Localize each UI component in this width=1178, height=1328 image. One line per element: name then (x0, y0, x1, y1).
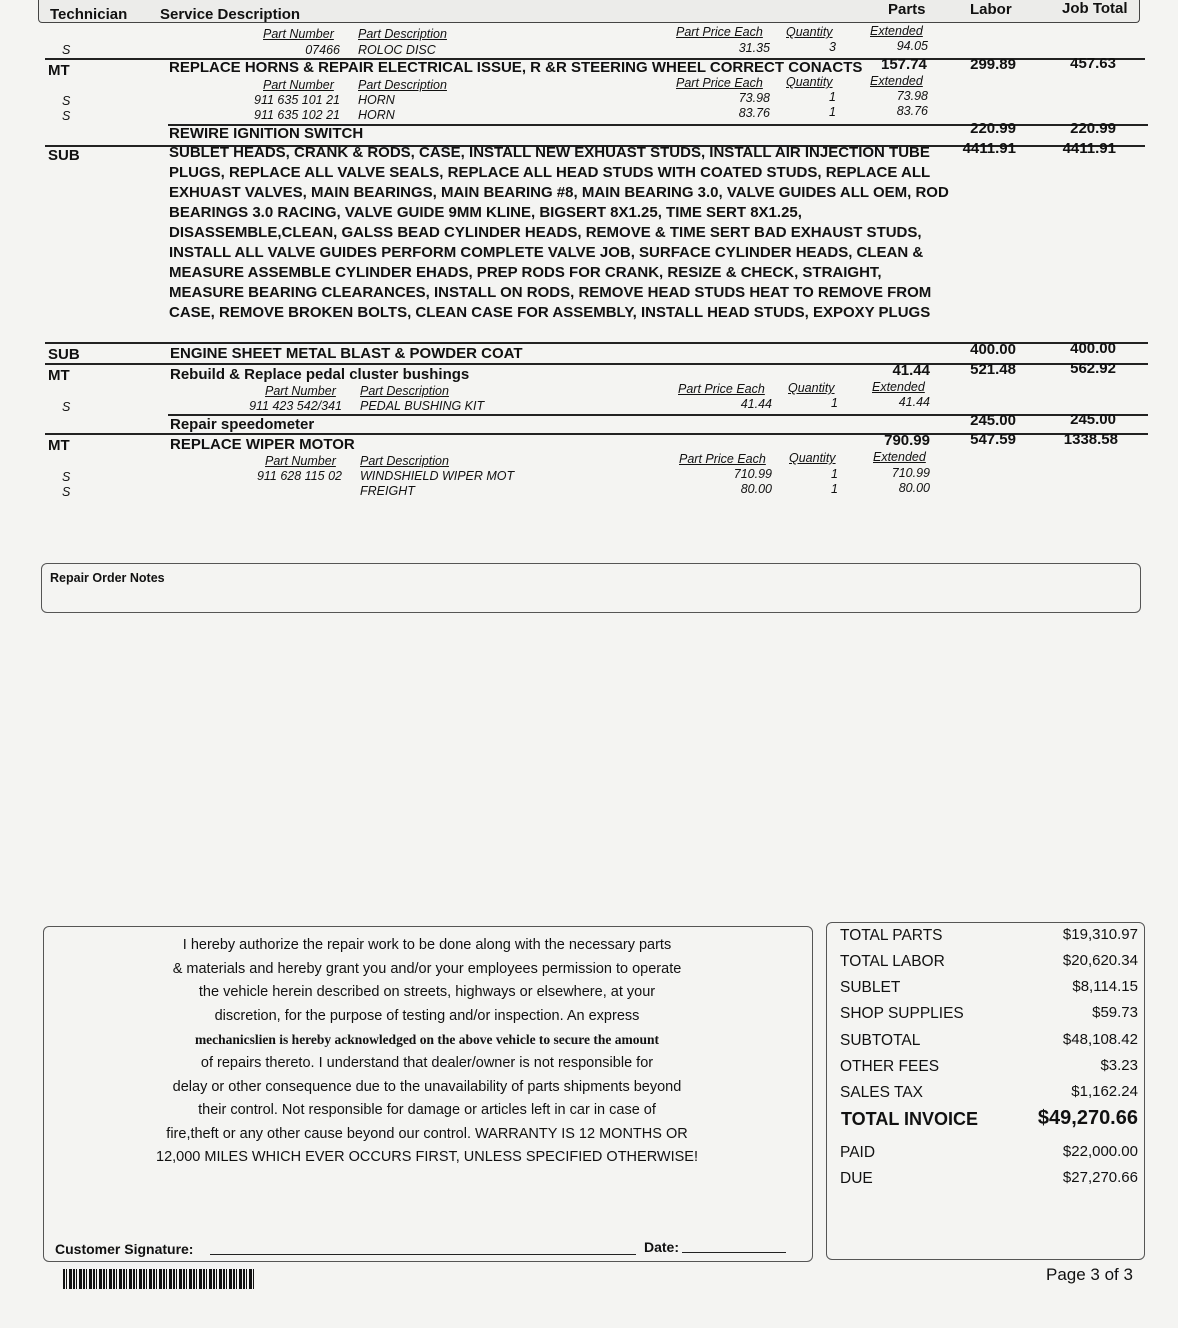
part-tech: S (62, 470, 71, 484)
job-parts: 790.99 (884, 432, 930, 449)
part-extended: 83.76 (896, 104, 928, 118)
date-label: Date: (644, 1239, 680, 1255)
totals-label: TOTAL INVOICE (841, 1109, 979, 1129)
job-labor: 4411.91 (962, 140, 1016, 157)
part-number: 911 635 102 21 (254, 108, 340, 122)
part-price: 73.98 (738, 91, 770, 105)
totals-value: $27,270.66 (1062, 1169, 1138, 1186)
part-number: 911 423 542/341 (249, 399, 342, 413)
header-technician: Technician (50, 6, 128, 23)
job-description: REPLACE HORNS & REPAIR ELECTRICAL ISSUE, R &R STEERING WHEEL CORRECT CONACTS (169, 59, 863, 76)
job-total: 457.63 (1070, 55, 1116, 72)
job-parts: 157.74 (881, 56, 927, 73)
repair-order-notes-label: Repair Order Notes (50, 571, 165, 585)
col-part-description: Part Description (358, 78, 447, 92)
part-tech: S (62, 400, 71, 414)
authorization-text: I hereby authorize the repair work to be done along with the necessary parts & materials and hereby grant you and/or your employees permission to operate the vehicle herein described on streets, highways or elsewhere, at your discretion, for the purpose of testing and/or inspection. An express mechanicslien is hereby acknowledged on the above vehicle to secure the amount of repairs thereto. I understand that dealer/owner is not responsible for delay or other consequence due to the unavailability of parts shipments beyond their control. Not responsible for damage or articles left in car in case of fire,theft or any other cause beyond our control. WARRANTY IS 12 MONTHS OR 12,000 MILES WHICH EVER OCCURS FIRST, UNLESS SPECIFIED OTHERWISE! (156, 937, 698, 1166)
job-description: Repair speedometer (170, 416, 315, 433)
part-number: 911 635 101 21 (254, 93, 340, 107)
col-quantity: Quantity (788, 381, 835, 395)
job-description: ENGINE SHEET METAL BLAST & POWDER COAT (170, 345, 523, 362)
totals-label: DUE (840, 1170, 873, 1187)
part-qty: 1 (831, 482, 838, 496)
totals-value: $22,000.00 (1062, 1143, 1138, 1160)
part-tech: S (62, 109, 71, 123)
col-part-description: Part Description (360, 384, 449, 398)
col-price-each: Part Price Each (676, 76, 763, 90)
totals-label: TOTAL LABOR (840, 953, 945, 970)
job-total: 562.92 (1070, 360, 1116, 377)
totals-label: OTHER FEES (840, 1058, 940, 1075)
totals-value: $3.23 (1100, 1057, 1138, 1074)
col-part-number: Part Number (263, 78, 334, 92)
job-tech: SUB (48, 147, 80, 164)
col-quantity: Quantity (786, 75, 833, 89)
repair-order-notes-box (41, 563, 1141, 613)
part-description: FREIGHT (360, 484, 415, 498)
job-labor: 400.00 (970, 341, 1016, 358)
part-qty: 3 (829, 40, 836, 54)
part-description: WINDSHIELD WIPER MOT (360, 469, 515, 483)
totals-label: TOTAL PARTS (840, 927, 943, 944)
part-extended: 94.05 (896, 39, 928, 53)
totals-value: $1,162.24 (1071, 1083, 1138, 1100)
part-tech: S (62, 94, 71, 108)
part-qty: 1 (831, 396, 838, 410)
totals-label: SALES TAX (840, 1084, 923, 1101)
part-price: 80.00 (740, 482, 772, 496)
part-qty: 1 (829, 90, 836, 104)
part-description: PEDAL BUSHING KIT (360, 399, 485, 413)
col-extended: Extended (870, 24, 923, 38)
part-tech: S (62, 43, 71, 57)
job-labor: 299.89 (970, 56, 1016, 73)
barcode (63, 1269, 254, 1289)
totals-label: PAID (840, 1144, 876, 1161)
part-price: 41.44 (740, 397, 772, 411)
header-labor: Labor (970, 1, 1012, 18)
customer-signature-line[interactable] (210, 1254, 636, 1255)
job-labor: 245.00 (970, 412, 1016, 429)
part-price: 31.35 (738, 41, 770, 55)
col-price-each: Part Price Each (678, 382, 765, 396)
job-description: SUBLET HEADS, CRANK & RODS, CASE, INSTALL NEW EXHUAST STUDS, INSTALL AIR INJECTION TUBE PLUGS, REPLACE ALL VALVE SEALS, REPLACE ALL HEAD STUDS WITH COATED STUDS, REPLACE ALL EXHUAST VALVES, MAIN BEARINGS, MAIN BEARING #8, MAIN BEARING 3.0, VALVE GUIDES ALL OEM, ROD BEARINGS 3.0 RACING, VALVE GUIDE 9MM KLINE, BIGSERT 8X1.25, TIME SERT 8X1.25, DISASSEMBLE,CLEAN, GALSS BEAD CYLINDER HEADS, REMOVE & TIME SERT BAD EXHAUST STUDS, INSTALL ALL VALVE GUIDES PERFORM COMPLETE VALVE JOB, SURFACE CYLINDER HEADS, CLEAN & MEASURE ASSEMBLE CYLINDER EHADS, PREP RODS FOR CRANK, RESIZE & CHECK, STRAIGHT, MEASURE BEARING CLEARANCES, INSTALL ON RODS, REMOVE HEAD STUDS HEAT TO REMOVE FROM CASE, REMOVE BROKEN BOLTS, CLEAN CASE FOR ASSEMBLY, INSTALL HEAD STUDS, EXPOXY PLUGS (169, 144, 949, 321)
job-description: REWIRE IGNITION SWITCH (169, 125, 364, 142)
job-labor: 521.48 (970, 361, 1016, 378)
header-job-total: Job Total (1062, 0, 1128, 17)
totals-value: $20,620.34 (1062, 952, 1138, 969)
col-quantity: Quantity (786, 25, 833, 39)
col-extended: Extended (873, 450, 926, 464)
job-total: 1338.58 (1063, 431, 1118, 448)
part-extended: 41.44 (898, 395, 930, 409)
header-service-description: Service Description (160, 6, 301, 23)
totals-value: $8,114.15 (1072, 978, 1138, 995)
job-labor: 547.59 (970, 431, 1016, 448)
totals-value: $48,108.42 (1062, 1031, 1138, 1048)
col-part-description: Part Description (360, 454, 449, 468)
totals-label: SHOP SUPPLIES (840, 1005, 964, 1022)
job-tech: MT (48, 62, 70, 79)
col-part-number: Part Number (263, 27, 334, 41)
job-labor: 220.99 (970, 120, 1016, 137)
job-total: 4411.91 (1062, 140, 1116, 157)
part-description: HORN (358, 108, 395, 122)
part-description: ROLOC DISC (358, 43, 436, 57)
job-description: Rebuild & Replace pedal cluster bushings (170, 366, 470, 383)
job-tech: SUB (48, 346, 80, 363)
col-part-number: Part Number (265, 384, 336, 398)
job-total: 400.00 (1070, 340, 1116, 357)
part-extended: 80.00 (898, 481, 930, 495)
col-price-each: Part Price Each (679, 452, 766, 466)
job-tech: MT (48, 367, 70, 384)
job-total: 245.00 (1070, 411, 1116, 428)
date-line[interactable] (682, 1252, 786, 1253)
col-part-number: Part Number (265, 454, 336, 468)
part-qty: 1 (831, 467, 838, 481)
part-price: 710.99 (733, 467, 772, 481)
part-qty: 1 (829, 105, 836, 119)
part-price: 83.76 (738, 106, 770, 120)
page-number: Page 3 of 3 (1046, 1265, 1133, 1284)
col-part-description: Part Description (358, 27, 447, 41)
totals-label: SUBLET (840, 979, 901, 996)
customer-signature-label: Customer Signature: (55, 1241, 194, 1257)
job-tech: MT (48, 437, 70, 454)
col-extended: Extended (870, 74, 923, 88)
header-parts: Parts (888, 1, 926, 18)
part-number: 07466 (305, 43, 340, 57)
col-price-each: Part Price Each (676, 25, 763, 39)
col-extended: Extended (872, 380, 925, 394)
totals-label: SUBTOTAL (840, 1032, 921, 1049)
part-extended: 73.98 (896, 89, 928, 103)
totals-value: $49,270.66 (1037, 1107, 1138, 1129)
col-quantity: Quantity (789, 451, 836, 465)
job-parts: 41.44 (892, 362, 930, 379)
part-extended: 710.99 (891, 466, 930, 480)
totals-value: $59.73 (1092, 1004, 1138, 1021)
job-description: REPLACE WIPER MOTOR (170, 436, 355, 453)
part-description: HORN (358, 93, 395, 107)
job-total: 220.99 (1070, 120, 1116, 137)
part-tech: S (62, 485, 71, 499)
totals-value: $19,310.97 (1062, 926, 1138, 943)
part-number: 911 628 115 02 (256, 469, 342, 483)
